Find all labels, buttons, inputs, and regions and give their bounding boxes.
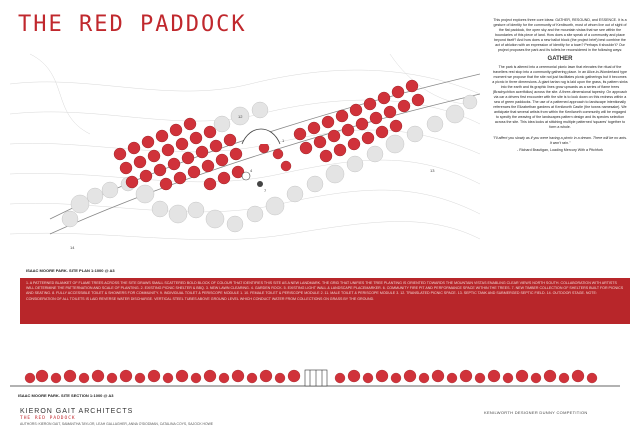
legend-band — [20, 278, 630, 324]
intro-paragraph: This project explores three core ideas: GATHER, RESOUND, and ESSENCE. It is a gesture of identity for the community of Kenilworth, most of whom live out of sight of the flat paddock, the open sky and the mountain vistas that we see within the boundaries of this piece of land. How does a site speak of a community and place beyond itself? And how does a new ballot block (the project brief) best combine the act of ablution with an expression of identity for a town? Perhaps it shouldn't? Our project proposes the park and its toilets be reconsidered in the following ways: — [493, 18, 627, 52]
description-column — [492, 18, 628, 153]
project-subtitle: THE RED PADDOCK — [20, 416, 76, 421]
site-section-label: ISAAC MOORE PARK. SITE SECTION 1:1000 @ A3 — [18, 393, 114, 398]
svg-text:1: 1 — [282, 138, 285, 143]
svg-text:12: 12 — [238, 114, 243, 119]
svg-text:14: 14 — [70, 245, 75, 250]
svg-text:7: 7 — [264, 188, 267, 193]
poster-sheet — [10, 8, 630, 426]
authors-list: AUTHORS: KIERON GAIT, SAMANTHA TAYLOR, LEAH GALLAGHER, ANNA O'SIODMAN, CATALINA COYS, SAJOCK HOWE — [20, 422, 214, 426]
site-plan-label: ISAAC MOORE PARK. SITE PLAN 1:1000 @ A3 — [26, 268, 115, 273]
legend-notes: 1. A PATTERNED BLANKET OF FLAME TREES ACROSS THE SITE DRAWS SMALL SCATTERED BOLD BLOCK OF COLOUR THAT IDENTIFIES THIS SITE AS A NEW LANDMARK. THE GRID THAT UNIFIES THE TREE PLANTING IS ORIENTED TOWARDS THE MOUNTAIN VISTAS ENABLING CLEAR VIEWS NORTH SOUTH. COLLABORATION WITH ARTISTS WILL DETERMINE THE PATTERNATION AND SCALE OF PLANTING. 2. EXISTING PICNIC SHELTER & BBQ. 3. NEW LAWN CLEARING. 4. GARDEN ROCK. 5. EXISTING LIGHT WALL & LANDSCAPE PLACEMARKER. 6. COMMUNITY FIRE PIT AND PERFORMANCE SPACE WITHIN THE TREES. 7. NEW TIMBER COLLECTION OF SHELTERS BUILT FOR PICNICS AND SEATING. 8. FULLY ACCESSIBLE TOILET & SHOWERS FOR COMMUNITY. 9. INDIVIDUAL TOILET & PERISCOPE MODULE 1. 10. FEMALE TOILET & PERISCOPE MODULE 2. 11. MALE TOILET & PERISCOPE MODULE 3. 12. TRANSLATED PICNIC SPACE. 13. SEPTIC TANK AND SUBMERGED SEPTIC FIELD. 14. OUTDOOR STAGE. NOTE: CONSIDERATION OF ALL TOILETS IS LAID REVERSE WATER DISCHARGE. VERTICAL STEEL TUBES ABOVE GROUND LEVEL WHICH CONDUCT WATER FROM COLLECTIONS ON GRASS BY THE GROUND. — [26, 281, 624, 301]
section-structure — [305, 370, 327, 386]
firm-name: KIERON GAIT ARCHITECTS — [20, 408, 134, 415]
poster-title: THE RED PADDOCK — [18, 12, 247, 37]
svg-text:13: 13 — [430, 168, 435, 173]
quote: "I'll affect you slowly as if you were having a picnic in a dream. There will be no ants. It won't rain." — [493, 136, 627, 145]
site-section — [10, 356, 620, 392]
competition-name: KENILWORTH DESIGNER DUNNY COMPETITION — [484, 410, 588, 415]
svg-text:4: 4 — [250, 168, 253, 173]
gather-paragraph: The park is altered into a ceremonial picnic lawn that elevates the ritual of the travellers rest stop into a community gathering place. In an Alice-in-Wonderland type moment we propose that the site not just facilitates picnic gatherings but it becomes a picnic in three dimensions. A giant tartan rug is laid upon the grass, its pattern sinks into the earth and its graphic lines grow upwards as a series of flame trees (Brachychiton acerifolius) across the site. A three-dimensional tapestry. On approach via car a drivers first encounter with the site is to look down on this redness within a sea of green paddocks. The use of a patterned approach to landscape intentionally references the Elizabethan gardens at Kenilworth Castle (the towns namesake). We anticipate that several artists from within the Kenilworth community will be engaged to specify the weaving of the landscapes pattern design and its species selection across the site. This idea looks at stitching multiple patterned 'squares' together to form a whole. — [492, 65, 628, 129]
quote-attribution: - Richard Brautigan, Loading Mercury With a Pitchfork — [517, 148, 603, 152]
picnic-structure — [242, 129, 280, 187]
gather-heading: GATHER — [547, 56, 573, 62]
site-plan — [10, 44, 480, 264]
